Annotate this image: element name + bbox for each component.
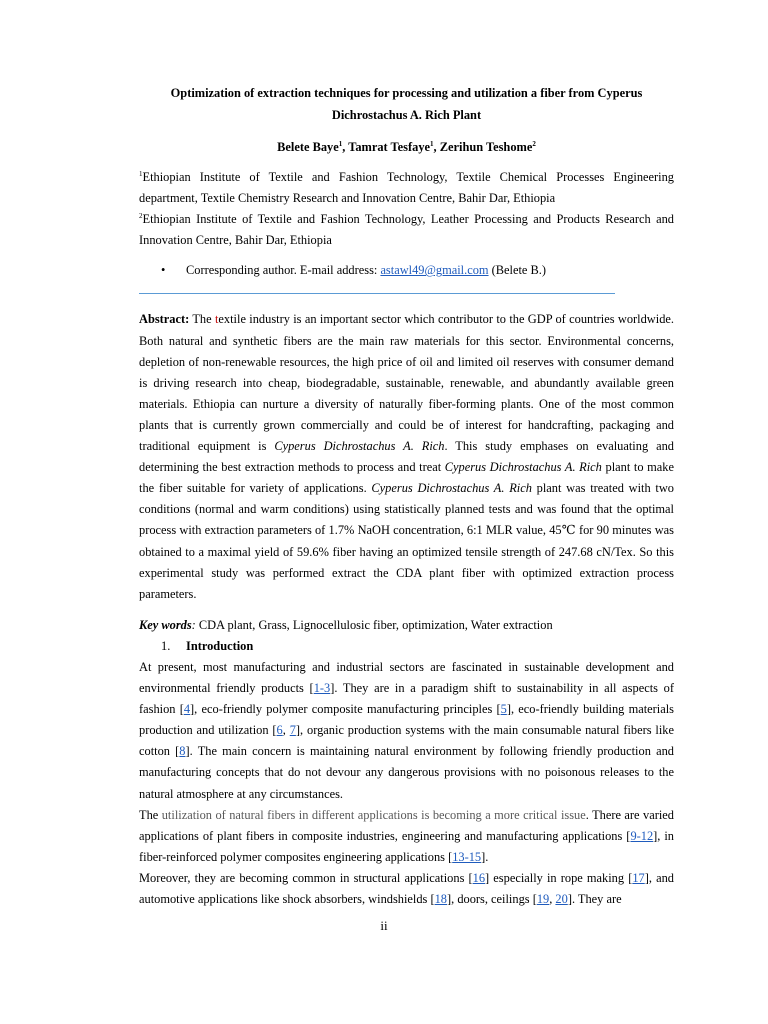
abstract-text: for 90 minutes was obtained to a maximal yield of 59.6% fiber having an optimized tensile strength of 247.68 cN/Tex. So this experimental study was performed extract the CDA plant fiber with optimized extraction process parameters. [139,523,674,601]
body-text: ], doors, ceilings [ [447,892,537,906]
body-text: Moreover, they are becoming common in structural applications [ [139,870,473,885]
affiliation-2 [139,209,674,251]
citation-link[interactable]: 7 [289,723,296,738]
abstract-text: plant to make the fiber suitable for variety of applications. [139,460,674,496]
section-title: Introduction [186,638,254,653]
author-name: Tamrat Tesfaye [348,140,431,154]
abstract-text: . This study emphases on evaluating and determining the best extraction methods to process and treat [139,439,674,475]
author-sup: 1 [430,139,434,148]
keywords-label: Key words [139,617,192,632]
citation-link[interactable]: 20 [555,892,568,906]
abstract-red-letter: t [214,312,219,327]
citation-link[interactable]: 5 [500,702,507,717]
author-sup: 2 [532,139,536,148]
author-name: Belete Baye [277,140,339,154]
abstract-text: The [189,312,215,327]
body-text: . There are varied applications of plant fibers in composite industries, engineering and manufacturing applications [ [139,807,674,843]
intro-paragraph-1 [139,657,674,805]
species-name: Cyperus Dichrostachus A. Rich [274,439,445,454]
body-text: ]. They are [567,892,622,906]
title-line-2: Dichrostachus A. Rich Plant [331,107,482,122]
affiliation-sup: 2 [139,212,143,221]
degree-symbol: ℃ [561,523,576,538]
abstract-text: plant was treated with two conditions (normal and warm conditions) using statistically planned tests and was found that the optimal process with extraction parameters of 1.7% NaOH concentration, 6:1 MLR value, 45 [139,481,675,538]
body-text: ]. They are in a paradigm shift to sustainability in all aspects of fashion [ [139,681,674,717]
body-text: At present, most manufacturing and industrial sectors are fascinated in sustainable development and environmental friendly products [ [139,659,674,696]
paper-title [139,83,674,126]
keywords-colon: : [191,617,196,632]
body-text: ], in fiber-reinforced polymer composites engineering applications [ [139,828,674,864]
species-name: Cyperus Dichrostachus A. Rich [444,460,602,475]
author-name: Zerihun Teshome [439,140,533,154]
body-text: The [139,807,162,822]
keywords-text: CDA plant, Grass, Lignocellulosic fiber, optimization, Water extraction [195,617,553,632]
citation-link[interactable]: 8 [179,744,186,759]
author-list [139,137,674,158]
corresponding-prefix: Corresponding author. E-mail address: [186,263,381,278]
affiliation-text: Ethiopian Institute of Textile and Fashion Technology, Textile Chemical Processes Engineering department, Textile Chemistry Research and Innovation Centre, Bahir Dar, Ethiopia [139,170,674,206]
introduction-body [139,657,674,910]
citation-link[interactable]: 4 [183,702,191,717]
highlighted-text: utilization of natural fibers in different applications is becoming a more critical issue [161,807,586,822]
affiliation-text: Ethiopian Institute of Textile and Fashion Technology, Leather Processing and Products Research and Innovation Centre, Bahir Dar, Ethiopia [139,212,674,248]
body-text: ], eco-friendly polymer composite manufacturing principles [ [190,702,501,717]
body-text: ], organic production systems with the main consumable natural fibers like cotton [ [139,723,674,759]
divider-line [139,293,615,294]
abstract [139,309,674,604]
page-number: ii [380,918,388,933]
title-line-1: Optimization of extraction techniques for processing and utilization a fiber from Cyperus [170,86,643,100]
author-separator: , [342,140,349,154]
body-text: ], eco-friendly building materials production and utilization [ [139,702,675,738]
body-text: , [282,723,290,738]
affiliation-sup: 1 [139,169,143,178]
section-heading [139,636,674,657]
body-text: ]. [481,849,489,864]
affiliation-1 [139,167,674,209]
body-text: ]. The main concern is maintaining natural environment by following friendly production and manufacturing concepts that do not devour any dangerous provisions with no poisonous releases to the natural atmosphere at any circumstances. [139,744,674,801]
body-text: ], and automotive applications like shock absorbers, windshields [ [139,870,674,906]
citation-link[interactable]: 9-12 [630,828,654,843]
section-number: 1. [161,638,171,653]
keywords [139,615,674,636]
citation-link[interactable]: 13-15 [452,849,482,864]
citation-link[interactable]: 19 [536,892,550,906]
bullet-icon: • [161,263,166,278]
intro-paragraph-2 [139,805,674,868]
body-text: , [549,892,556,906]
affiliations [139,167,674,251]
citation-link[interactable]: 6 [276,723,283,738]
author-sup: 1 [338,139,343,148]
citation-link[interactable]: 16 [472,870,486,885]
intro-paragraph-3 [139,868,674,910]
citation-link[interactable]: 1-3 [313,681,331,696]
citation-link[interactable]: 18 [434,892,447,906]
author-separator: , [433,140,440,154]
abstract-text: extile industry is an important sector which contributor to the GDP of countries worldwide. Both natural and synthetic fibers are the main raw materials for this sector. Environmental concerns, depletion of non-renewable resources, the high price of oil and limited oil reserves with consumer demand is driving research into cheap, biodegradable, sustainable, renewable, and abundantly available green materials. Ethiopia can nurture a diversity of naturally fiber-forming plants. One of the most common plants that is currently grown commercially and could be of interest for handcrafting, packaging and traditional equipment is [139,312,674,454]
citation-link[interactable]: 17 [632,870,645,885]
species-name: Cyperus Dichrostachus A. Rich [371,481,532,496]
email-link[interactable]: astawl49@gmail.com [380,263,489,278]
corresponding-suffix: (Belete B.) [488,263,547,278]
body-text: ] especially in rope making [ [485,870,633,885]
paper-page [139,83,674,910]
abstract-label: Abstract: [139,312,190,327]
corresponding-author [139,260,674,281]
